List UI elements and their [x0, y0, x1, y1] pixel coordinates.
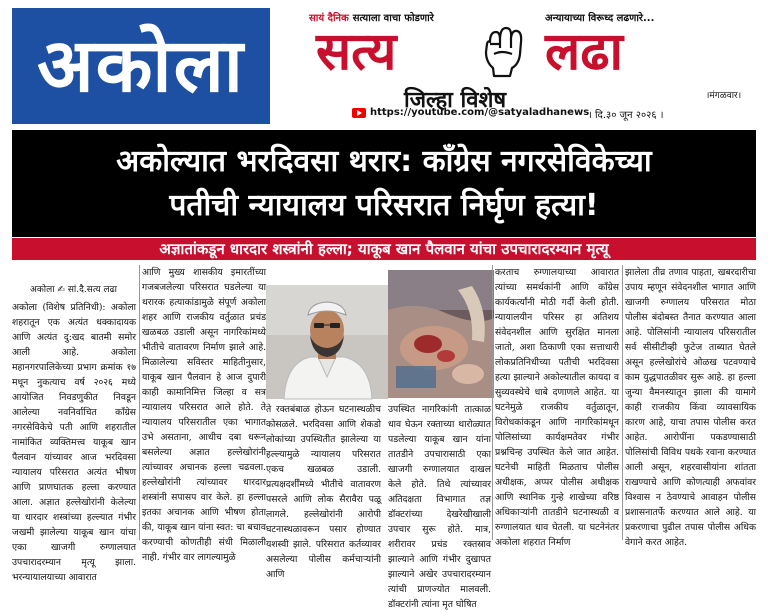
victim-portrait-photo [266, 285, 388, 399]
tagline-right: अन्यायाच्या विरूध्द लढणारे... [545, 13, 655, 24]
column-divider [622, 265, 623, 540]
paper-title-left: सत्य [316, 22, 397, 82]
headline [12, 130, 756, 237]
hospital-scene-photo [388, 270, 494, 398]
column-divider [139, 265, 140, 540]
headline-line-1: अकोल्यात भरदिवसा थरार: कॉंग्रेस नगरसेविकेच्या [116, 144, 652, 179]
article-column-3: ते रक्तबंबाळ होऊन घटनास्थळीच कोसळले. भरदिवसा आणि शेकडो लोकांच्या उपस्थितीत झालेल्या या हल्ल्यामुळे न्यायालय परिसरात एकच खळबळ उडाली. प्रत्यक्षदर्शींमध्ये भीतीचे वातावरण पसरले आणि लोक सैरावैरा पळू लागले. हल्लेखोरांनी आरोपी घटनास्थळावरून पसार होण्यात यशस्वी झाले. परिसरात कर्तव्यावर असलेल्या पोलीस कर्मचाऱ्यांनी आणि [266, 404, 381, 580]
portrait-illustration [266, 285, 388, 399]
youtube-icon [352, 108, 366, 118]
fist-icon [476, 20, 530, 78]
article-column-5: करताच रुग्णालयाच्या आवारात त्यांच्या समर्थकांनी आणि कॉंग्रेस कार्यकर्त्यांनी मोठी गर्दी केली होती. न्यायालयीन परिसर हा अतिशय संवेदनशील आणि सुरक्षित मानला जातो, अशा ठिकाणी एका सत्ताधारी लोकप्रतिनिधीच्या पतीची भरदिवसा हत्या झाल्याने अकोल्यातील कायदा व सुव्यवस्थेचे धाबे दणाणले आहेत. या घटनेमुळे राजकीय वर्तुळातून, विरोधकांकडून आणि नागरिकांमधून पोलिसांच्या कार्यक्षमतेवर गंभीर प्रश्नचिन्ह उपस्थित केले जात आहेत. घटनेची माहिती मिळताच पोलीस अधीक्षक, अप्पर पोलीस अधीक्षक आणि स्थानिक गुन्हे शाखेच्या वरिष्ठ अधिकाऱ्यांनी तातडीने घटनास्थळी व रुग्णालयात धाव घेतली. या घटनेनंतर अकोला शहरात निर्माण [495, 267, 619, 548]
headline-line-2: पतीची न्यायालय परिसरात निर्घृण हत्या! [169, 188, 599, 223]
city-logo [12, 8, 270, 124]
hospital-scene-illustration [388, 270, 494, 398]
article-column-2: आणि मुख्य शासकीय इमारतींच्या गजबजलेल्या परिसरात घडलेल्या या थरारक हत्याकांडामुळे संपूर्ण अकोला शहर आणि राजकीय वर्तुळात प्रचंड खळबळ उडाली असून नागरिकांमध्ये भीतीचे वातावरण निर्माण झाले आहे. मिळालेल्या सविस्तर माहितीनुसार, याकूब खान पैलवान हे आज दुपारी काही कामानिमित्त जिल्हा व सत्र न्यायालय परिसरात आले होते. ते न्यायालय परिसरातील एका भागात उभे असताना, आधीच दबा धरून बसलेल्या अज्ञात हल्लेखोरांनी त्यांच्यावर अचानक हल्ला चढवला. हल्लेखोरांनी त्यांच्यावर धारदार शस्त्रांनी सपासप वार केले. हा हल्ला इतका अचानक आणि भीषण होता की, याकूब खान यांना स्वत: चा बचाव करण्याची कोणतीही संधी मिळाली नाही. गंभीर वार लागल्यामुळे [142, 267, 266, 563]
weekday: ।मंगळवार। [706, 91, 742, 101]
byline: अकोला ✍ सां.दै.सत्य लढा [30, 285, 118, 295]
youtube-link[interactable] [352, 107, 589, 118]
article-column-6: झालेला तीव्र तणाव पाहता, खबरदारीचा उपाय म्हणून संवेदनशील भागात आणि खाजगी रुग्णालय परिसरात मोठा पोलीस बंदोबस्त तैनात करण्यात आला आहे. पोलिसांनी न्यायालय परिसरातील सर्व सीसीटीव्ही फुटेज ताब्यात घेतले असून हल्लेखोरांचे ओळख पटवण्याचे काम युद्धपातळीवर सुरू आहे. हा हल्ला जुन्या वैमनस्यातून झाला की यामागे काही राजकीय किंवा व्यावसायिक कारण आहे, याचा तपास पोलीस करत आहेत. आरोपींना पकडण्यासाठी पोलिसांची विविध पथके रवाना करण्यात आली असून, शहरवासीयांना शांतता राखण्याचे आणि कोणत्याही अफवांवर विश्वास न ठेवण्याचे आवाहन पोलीस प्रशासनातर्फे करण्यात आले आहे. या प्रकरणाचा पुढील तपास पोलीस अधिक वेगाने करत आहेत. [625, 267, 756, 548]
column-divider [492, 265, 493, 540]
youtube-url[interactable]: https://youtube.com/@satyaladhanews [370, 107, 590, 118]
masthead [0, 0, 768, 128]
issue-date: । दि.३० जून २०२६ । [588, 110, 664, 121]
paper-subtitle: जिल्हा विशेष [404, 88, 507, 113]
article-column-4: उपस्थित नागरिकांनी तात्काळ धाव घेऊन रक्ताच्या थारोळ्यात पडलेल्या याकूब खान यांना तातडीने उपचारासाठी एका खाजगी रुग्णालयात दाखल केले होते. तिथे त्यांच्यावर अतिदक्षता विभागात तज्ञ डॉक्टरांच्या देखरेखीखाली उपचार सुरू होते. मात्र, शरीरावर प्रचंड रक्तस्राव झाल्याने आणि गंभीर दुखापत झाल्याने अखेर उपचारादरम्यान त्यांची प्राणज्योत मालवली. डॉक्टरांनी त्यांना मृत घोषित [388, 404, 491, 610]
sub-headline-strap: अज्ञातांकडून धारदार शस्त्रांनी हल्ला; याकूब खान पैलवान यांचा उपचारादरम्यान मृत्यू [12, 238, 756, 260]
tagline-red: सायं दैनिक [309, 13, 349, 24]
city-name: अकोला [37, 23, 245, 109]
tagline-black: सत्याला वाचा फोडणारे [352, 13, 434, 24]
paper-title-right: लढा [545, 22, 624, 82]
article-column-1: अकोला (विशेष प्रतिनिधी): अकोला शहरातून एक अत्यंत धक्कादायक आणि अत्यंत दु:खद बातमी समोर आली आहे. अकोला महानगरपालिकेच्या प्रभाग क्रमांक १७ मधून नुकत्याच वर्ष २०२६ मध्ये आयोजित निवडणुकीत निवडून आलेल्या नवनिर्वाचित कॉंग्रेस नगरसेविकेचे पती आणि शहरातील नामांकित व्यक्तिमत्त्व याकूब खान पैलवान यांच्यावर आज भरदिवसा न्यायालय परिसरात अत्यंत भीषण आणि प्राणघातक हल्ला करण्यात आला. अज्ञात हल्लेखोरांनी केलेल्या या धारदार शस्त्रांच्या हल्ल्यात गंभीर जखमी झालेल्या याकूब खान यांचा एका खाजगी रुग्णालयात उपचारादरम्यान मृत्यू झाला. भरन्यायालयाच्या आवारात [12, 302, 136, 583]
